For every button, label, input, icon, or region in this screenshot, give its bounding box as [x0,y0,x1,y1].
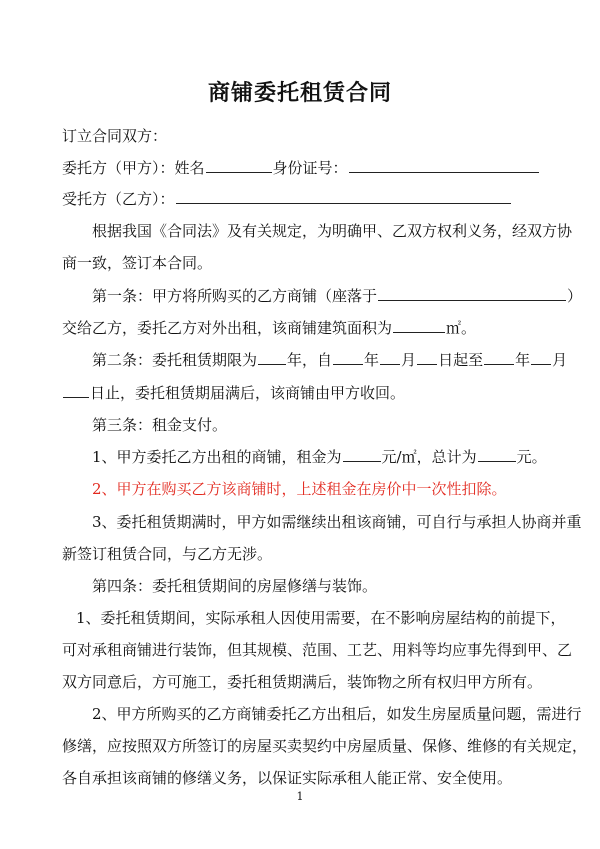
article-4-item-1-line-3: 双方同意后，方可施工，委托租赁期满后，装饰物之所有权归甲方所有。 [62,673,543,691]
article-2-end-month-blank[interactable] [531,350,551,365]
article-1-location-blank[interactable] [378,286,566,301]
article-2-line-2 [62,383,405,403]
party-a-line [62,158,540,178]
article-2-start-day-blank[interactable] [417,350,437,365]
article-4-item-2-line-3: 各自承担该商铺的修缮义务，以保证实际承租人能正常、安全使用。 [62,769,513,787]
article-4-heading: 第四条：委托租赁期间的房屋修缮与装饰。 [92,577,378,595]
article-1-area-blank[interactable] [393,318,445,333]
article-4-item-2-line-2: 修缮，应按照双方所签订的房屋买卖契约中房屋质量、保修、维修的有关规定， [62,737,588,755]
preamble-line-1: 根据我国《合同法》及有关规定，为明确甲、乙双方权利义务，经双方协 [92,222,573,240]
party-b-blank[interactable] [176,189,511,204]
party-b-line [62,189,512,209]
page-number: 1 [296,790,304,803]
rent-per-sqm-blank[interactable] [343,447,381,462]
article-3-item-1 [92,447,547,467]
party-a-name-blank[interactable] [206,158,272,173]
article-2-line-1 [92,350,567,370]
rent-total-blank[interactable] [478,447,516,462]
article-2-text-d: 月 [401,351,417,369]
article-3-item-1-text-c: 元。 [516,448,547,466]
article-2-text-a: 第二条：委托租赁期限为 [92,351,258,369]
article-2-text-f: 年 [515,351,531,369]
article-3-item-1-text-a: 1、甲方委托乙方出租的商铺，租金为 [92,448,342,466]
party-a-id-blank[interactable] [349,158,539,173]
article-1-text-c: 交给乙方，委托乙方对外出租，该商铺建筑面积为 [62,319,393,337]
article-2-text-b: 年，自 [287,351,333,369]
article-3-heading: 第三条：租金支付。 [92,416,228,434]
article-2-text-c: 年 [364,351,380,369]
parties-intro: 订立合同双方： [62,127,168,145]
article-2-start-year-blank[interactable] [333,350,363,365]
article-4-item-2-line-1: 2、甲方所购买的乙方商铺委托乙方出租后，如发生房屋质量问题，需进行 [92,705,582,723]
article-3-item-3-line-2: 新签订租赁合同，与乙方无涉。 [62,545,273,563]
article-2-start-month-blank[interactable] [380,350,400,365]
party-b-label: 受托方（乙方）： [62,190,175,208]
party-a-label: 委托方（甲方）：姓名 [62,159,205,177]
preamble-line-2: 商一致，签订本合同。 [62,254,213,272]
article-3-item-3-line-1: 3、委托租赁期满时，甲方如需继续出租该商铺，可自行与承担人协商并重 [92,513,582,531]
article-2-text-g: 月 [552,351,568,369]
article-1-line-1 [92,286,582,306]
article-2-end-year-blank[interactable] [484,350,514,365]
article-3-item-2-highlighted: 2、甲方在购买乙方该商铺时，上述租金在房价中一次性扣除。 [92,480,507,498]
article-1-line-2 [62,318,476,338]
article-1-text-a: 第一条：甲方将所购买的乙方商铺（座落于 [92,287,378,305]
article-2-end-day-blank[interactable] [63,383,89,398]
article-2-text-h: 日止，委托租赁期届满后，该商铺由甲方收回。 [90,384,406,402]
article-2-years-blank[interactable] [258,350,286,365]
article-1-text-d: ㎡。 [446,319,477,337]
article-3-item-1-text-b: 元/㎡，总计为 [381,448,477,466]
article-4-item-1-line-2: 可对承租商铺进行装饰，但其规模、范围、工艺、用料等均应事先得到甲、乙 [62,641,573,659]
article-2-text-e: 日起至 [438,351,484,369]
party-a-id-label: 身份证号： [272,159,348,177]
document-title: 商铺委托租赁合同 [207,81,392,106]
article-4-item-1-line-1: 1、委托租赁期间，实际承租人因使用需要，在不影响房屋结构的前提下， [76,609,566,627]
article-1-text-b: ） [567,287,583,305]
